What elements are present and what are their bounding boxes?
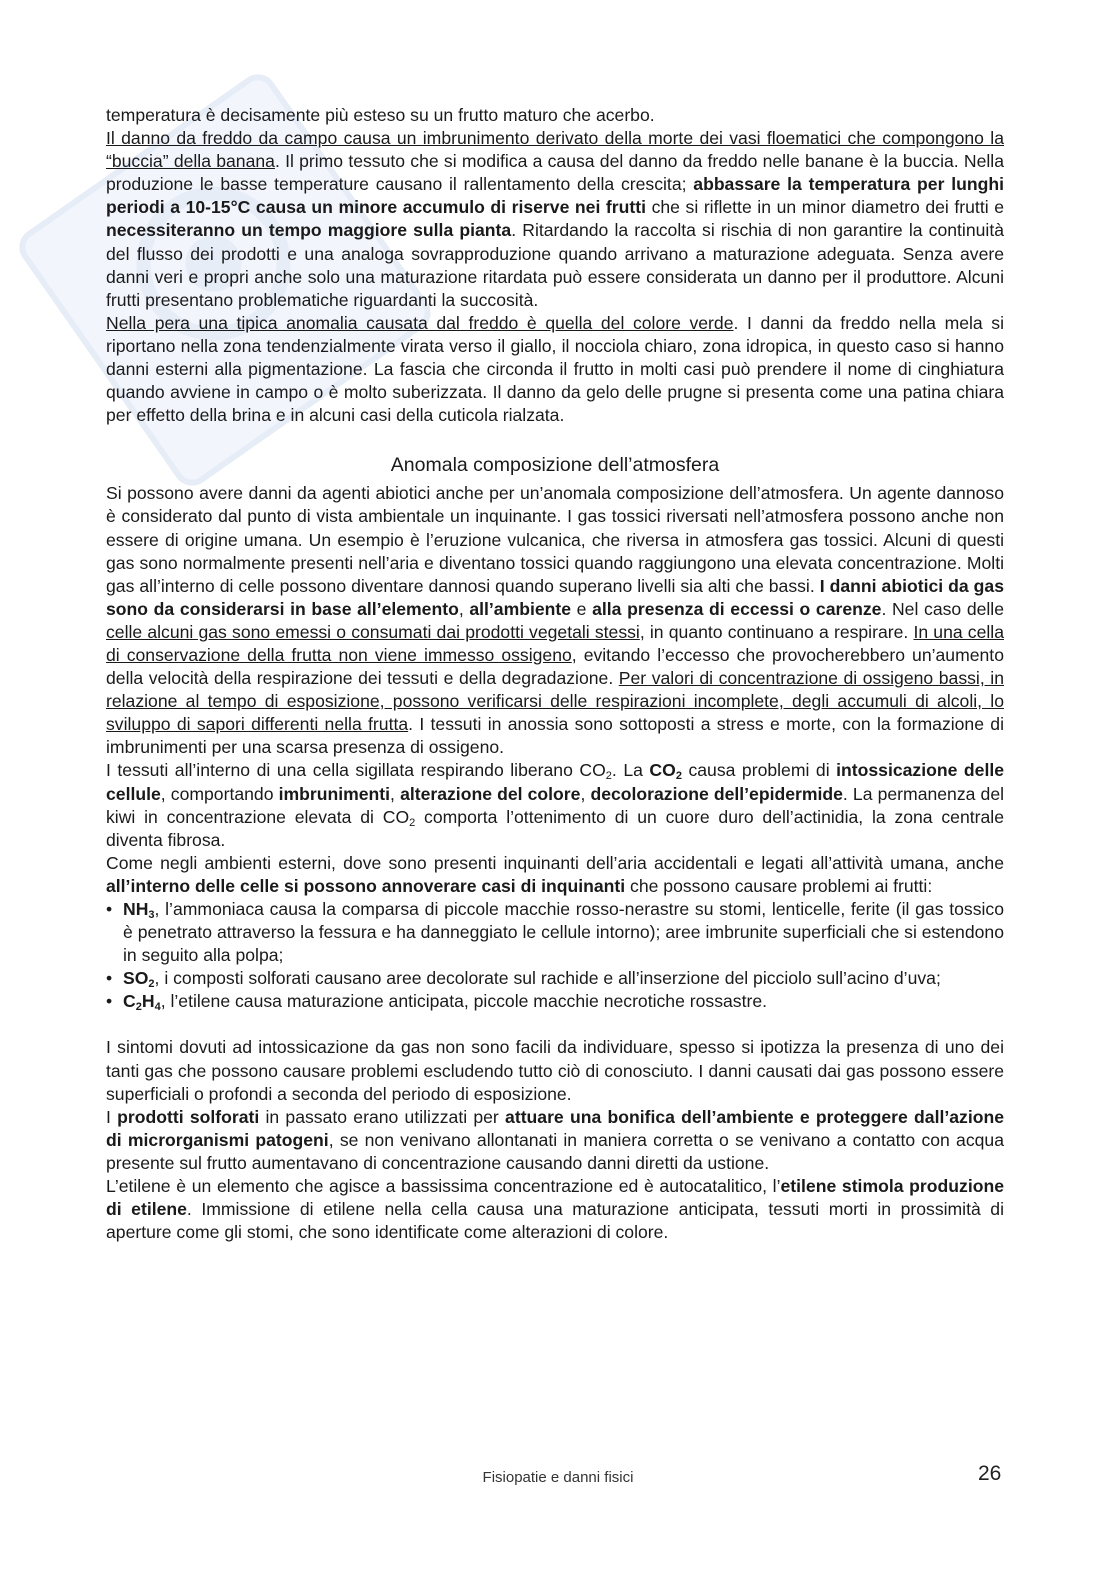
section-title: Anomala composizione dell’atmosfera [390,454,720,477]
paragraph: I prodotti solforati in passato erano utilizzati per attuare una bonifica dell’ambiente e proteggere dall’azione di microrganismi patogeni, se non venivano allontanati in maniera corretta o se venivano a contatto con acqua presente sul frutto aumentavano di concentrazione causando danni diretti da ustione. [106,1106,1004,1173]
paragraph: I tessuti all’interno di una cella sigillata respirando liberano $CO_2$. La $CO_2$ causa problemi di intossicazione delle cellule, comportando imbrunimenti, alterazione del colore, decolorazione dell’epidermide. La permanenza del kiwi in concentrazione elevata di $CO_2$ comporta l’ottenimento di un cuore duro dell’actinidia, la zona centrale diventa fibrosa. [106,760,1005,850]
page-body [106,104,1004,1244]
paragraph: L’etilene è un elemento che agisce a bassissima concentrazione ed è autocatalitico, l’etilene stimola produzione di etilene. Immissione di etilene nella cella causa una maturazione anticipata, tessuti morti in prossimità di aperture come gli stomi, che sono identificate come alterazioni di colore. [106,1176,1004,1243]
list-item: • $NH_3$, l’ammoniaca causa la comparsa di piccole macchie rosso-nerastre su stomi, lenticelle, ferite (il gas tossico è penetrato attraverso la fessura e ha danneggiato le cellule intorno); aree imbrunite superficiali che si estendono in seguito alla polpa; [106,899,1004,966]
bullet-icon: • [106,899,113,919]
paragraph: Nella pera una tipica anomalia causata dal freddo è quella del colore verde. I danni da freddo nella mela si riportano nella zona tendenzialmente virata verso il giallo, il nocciola chiaro, zona idropica, in questo caso si hanno danni esterni alla pigmentazione. La fascia che circonda il frutto in molti casi può prendere il nome di cinghiatura quando avviene in campo o è molto suberizzata. Il danno da gelo delle prugne si presenta come una patina chiara per effetto della brina e in alcuni casi della cuticola rialzata. [106,312,1005,426]
gas-list [106,898,1004,1013]
bullet-icon: • [106,991,113,1012]
bullet-icon: • [106,968,113,989]
paragraph: temperatura è decisamente più esteso su un frutto maturo che acerbo. [106,105,655,125]
paragraph: Si possono avere danni da agenti abiotici anche per un’anomala composizione dell’atmosfera. Un agente dannoso è considerato dal punto di vista ambientale un inquinante. I gas tossici riversati nell’atmosfera possono anche non essere di origine umana. Un esempio è l’eruzione vulcanica, che riversa in atmosfera gas tossici. Alcuni di questi gas sono normalmente presenti nell’aria e diventano tossici quando raggiungono una elevata concentrazione. Molti gas all’interno di celle possono diventare dannosi quando superano livelli sia alti che bassi. I danni abiotici da gas sono da considerarsi in base all’elemento, all’ambiente e alla presenza di eccessi o carenze. Nel caso delle celle alcuni gas sono emessi o consumati dai prodotti vegetali stessi, in quanto continuano a respirare. In una cella di conservazione della frutta non viene immesso ossigeno, evitando l’eccesso che provocherebbero un’aumento della velocità della respirazione dei tessuti e della degradazione. Per valori di concentrazione di ossigeno bassi, in relazione al tempo di esposizione, possono verificarsi delle respirazioni incomplete, degli accumuli di alcoli, lo sviluppo di sapori differenti nella frutta. I tessuti in anossia sono sottoposti a stress e morte, con la formazione di imbrunimenti per una scarsa presenza di ossigeno. [106,483,1005,758]
paragraph: Il danno da freddo da campo causa un imbrunimento derivato della morte dei vasi floematici che compongono la “buccia” della banana. Il primo tessuto che si modifica a causa del danno da freddo nelle banane è la buccia. Nella produzione le basse temperature causano il rallentamento della crescita; abbassare la temperatura per lunghi periodi a 10-15°C causa un minore accumulo di riserve nei frutti che si riflette in un minor diametro dei frutti e necessiteranno un tempo maggiore sulla pianta. Ritardando la raccolta si rischia di non garantire la continuità del flusso dei prodotti e una analoga sovrapproduzione quando arrivano a maturazione adeguata. Senza avere danni veri e propri anche solo una maturazione ritardata può essere considerata un danno per il produttore. Alcuni frutti presentano problematiche riguardanti la succosità. [106,128,1004,310]
list-item: • $C_2H_4$, l’etilene causa maturazione anticipata, piccole macchie necrotiche rossastre. [106,991,768,1014]
list-item: • $SO_2$, i composti solforati causano aree decolorate sul rachide e all’inserzione del picciolo sull’acino d’uva; [106,968,941,991]
paragraph: Come negli ambienti esterni, dove sono presenti inquinanti dell’aria accidentali e legati all’attività umana, anche all’interno delle celle si possono annoverare casi di inquinanti che possono causare problemi ai frutti: [106,852,1004,896]
spacer [106,1013,1004,1036]
paragraph: I sintomi dovuti ad intossicazione da gas non sono facili da individuare, spesso si ipotizza la presenza di uno dei tanti gas che possono causare problemi escludendo tutto ciò di conosciuto. I danni causati dai gas possono essere superficiali o profondi a seconda del periodo di esposizione. [106,1037,1004,1104]
page-number: 26 [978,1462,1002,1485]
footer-title: Fisiopatie e danni fisici [482,1469,634,1486]
